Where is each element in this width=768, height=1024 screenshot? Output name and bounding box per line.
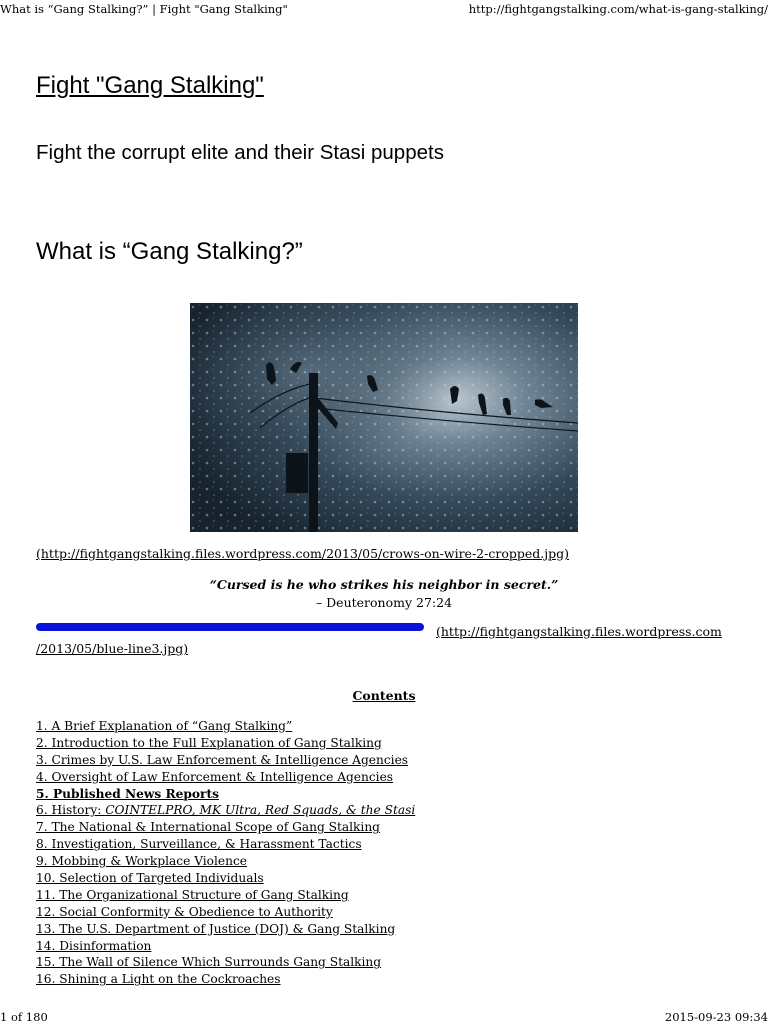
site-title-link[interactable]: Fight "Gang Stalking": [36, 72, 264, 99]
print-header-url: http://fightgangstalking.com/what-is-gang-stalking/: [468, 2, 768, 16]
toc-item[interactable]: 14. Disinformation: [36, 938, 152, 953]
toc-item[interactable]: 3. Crimes by U.S. Law Enforcement & Intelligence Agencies: [36, 752, 409, 767]
toc-item-italic: COINTELPRO, MK Ultra, Red Squads, & the Stasi: [105, 803, 416, 818]
toc-item[interactable]: 15. The Wall of Silence Which Surrounds Gang Stalking: [36, 955, 382, 970]
toc-item[interactable]: 2. Introduction to the Full Explanation of Gang Stalking: [36, 735, 382, 750]
divider-image-link[interactable]: (http://fightgangstalking.files.wordpress.com: [436, 624, 722, 639]
toc-item[interactable]: 10. Selection of Targeted Individuals: [36, 871, 264, 886]
divider-image-link-continued[interactable]: /2013/05/blue-line3.jpg): [36, 641, 189, 656]
toc-item[interactable]: 9. Mobbing & Workplace Violence: [36, 854, 248, 869]
site-tagline: Fight the corrupt elite and their Stasi puppets: [36, 141, 444, 164]
toc-item[interactable]: [36, 802, 415, 819]
table-of-contents: [36, 718, 415, 988]
toc-item[interactable]: 1. A Brief Explanation of “Gang Stalking”: [36, 719, 293, 733]
toc-item[interactable]: 13. The U.S. Department of Justice (DOJ) & Gang Stalking: [36, 921, 396, 936]
print-header-title: What is “Gang Stalking?” | Fight "Gang Stalking": [0, 2, 288, 16]
toc-item[interactable]: 7. The National & International Scope of Gang Stalking: [36, 820, 380, 835]
page-title: What is “Gang Stalking?”: [36, 238, 303, 265]
toc-item-prefix: 6. History:: [36, 803, 106, 818]
toc-item[interactable]: 8. Investigation, Surveillance, & Harassment Tactics: [36, 837, 362, 852]
print-footer-page-count: 1 of 180: [0, 1010, 48, 1024]
print-footer-timestamp: 2015-09-23 09:34: [664, 1010, 768, 1024]
crows-on-wire-photo[interactable]: [190, 303, 578, 532]
toc-item[interactable]: 11. The Organizational Structure of Gang Stalking: [36, 887, 349, 902]
contents-heading: Contents: [352, 688, 416, 703]
epigraph-citation: – Deuteronomy 27:24: [315, 595, 453, 610]
toc-item[interactable]: 5. Published News Reports: [36, 786, 219, 801]
toc-item[interactable]: 12. Social Conformity & Obedience to Authority: [36, 904, 333, 919]
image-source-link[interactable]: (http://fightgangstalking.files.wordpress.com/2013/05/crows-on-wire-2-cropped.jpg): [36, 546, 569, 561]
toc-item[interactable]: 16. Shining a Light on the Cockroaches: [36, 972, 281, 987]
blue-divider-line[interactable]: [36, 623, 424, 631]
toc-item[interactable]: 4. Oversight of Law Enforcement & Intelligence Agencies: [36, 769, 394, 784]
epigraph-quote: “Cursed is he who strikes his neighbor in secret.”: [209, 577, 559, 592]
